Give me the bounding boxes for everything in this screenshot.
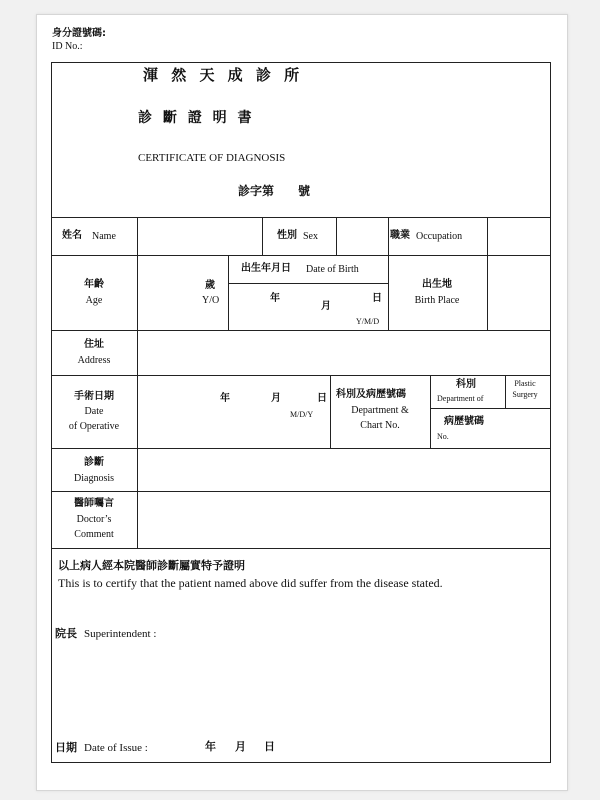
superintendent-label-en: Superintendent : [84,628,157,640]
dob-day-unit: 日 [372,293,382,304]
operation-month-unit: 月 [271,393,281,404]
comment-label-en-1: Doctor’s [76,514,112,525]
dob-format: Y/M/D [356,317,380,326]
operation-day-unit: 日 [317,393,327,404]
sex-label-en: Sex [303,231,318,242]
age-label-en: Age [85,295,103,306]
id-label-zh: 身分證號碼: [52,28,106,39]
clinic-name: 渾 然 天 成 診 所 [143,66,304,84]
department-value-line-2: Surgery [512,390,538,399]
certificate-title-en: CERTIFICATE OF DIAGNOSIS [138,152,286,164]
certify-text-zh: 以上病人經本院醫師診斷屬實特予證明 [58,559,245,572]
certificate-title-zh: 診 斷 證 明 書 [138,110,255,126]
address-label-zh: 住址 [84,339,104,350]
dob-month-unit: 月 [321,301,331,312]
department-label-zh: 科別 [456,379,476,390]
certify-text-en: This is to certify that the patient named above did suffer from the disease stated. [58,576,443,590]
department-label-en: Department of [437,394,484,403]
certificate-number: 診字第 號 [238,184,311,198]
sex-label-zh: 性別 [277,230,297,241]
operation-date-label-en-2: of Operative [68,421,120,432]
birthplace-label-zh: 出生地 [422,279,452,290]
department-chart-label-en-2: Chart No. [360,420,400,431]
operation-year-unit: 年 [220,393,230,404]
age-unit-zh: 歲 [205,280,215,291]
certificate-sheet [36,14,568,791]
chart-number-label-en: No. [437,432,449,441]
department-chart-label-en-1: Department & [351,405,409,416]
superintendent-label-zh: 院長 [55,627,77,640]
chart-number-label-zh: 病歷號碼 [444,416,484,427]
operation-date-label-zh: 手術日期 [74,391,114,402]
operation-date-format: M/D/Y [290,410,314,419]
comment-label-zh: 醫師囑言 [74,498,114,509]
age-unit-en: Y/O [202,295,220,306]
birthplace-label-en: Birth Place [414,295,460,306]
department-chart-label-zh: 科別及病歷號碼 [336,389,406,400]
issue-day-unit: 日 [264,740,275,753]
issue-year-unit: 年 [205,740,216,753]
department-value-line-1: Plastic [514,379,536,388]
name-label-en: Name [92,231,116,242]
dob-label-zh: 出生年月日 [241,263,291,274]
diagnosis-label-en: Diagnosis [74,473,114,484]
operation-date-label-en-1: Date [84,406,104,417]
dob-label-en: Date of Birth [306,264,359,275]
issue-date-label-en: Date of Issue : [84,742,148,754]
name-label-zh: 姓名 [62,230,82,241]
issue-date-label-zh: 日期 [55,741,77,754]
dob-year-unit: 年 [270,293,280,304]
age-label-zh: 年齡 [84,279,104,290]
diagnosis-label-zh: 診斷 [84,457,104,468]
occupation-label-en: Occupation [416,231,463,242]
address-label-en: Address [77,355,111,366]
id-label-en: ID No.: [52,41,83,52]
issue-month-unit: 月 [235,740,246,753]
comment-label-en-2: Comment [74,529,114,540]
occupation-label-zh: 職業 [390,230,410,241]
